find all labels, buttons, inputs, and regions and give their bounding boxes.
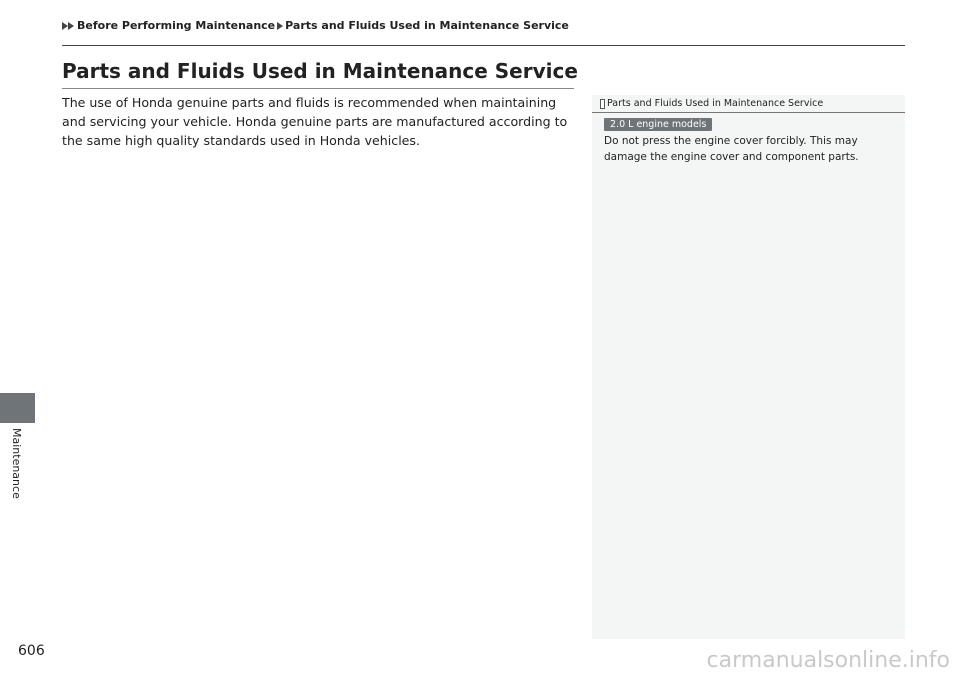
section-tab-label: Maintenance	[10, 428, 23, 499]
engine-model-badge: 2.0 L engine models	[604, 118, 712, 131]
breadcrumb-separator-icon	[277, 22, 283, 30]
note-sidebar	[592, 95, 905, 639]
note-heading-text: Parts and Fluids Used in Maintenance Service	[607, 98, 824, 109]
breadcrumb-arrows-icon	[62, 22, 74, 30]
note-text: Do not press the engine cover forcibly. This may damage the engine cover and component parts.	[604, 135, 859, 163]
page-number: 606	[18, 643, 45, 659]
note-heading	[600, 98, 823, 109]
note-divider	[592, 112, 905, 113]
breadcrumb	[62, 19, 569, 32]
page-title: Parts and Fluids Used in Maintenance Service	[62, 59, 578, 83]
header-divider	[62, 45, 905, 46]
watermark: carmanualsonline.info	[706, 648, 950, 673]
section-tab-marker	[0, 393, 35, 423]
breadcrumb-item-parts-fluids[interactable]: Parts and Fluids Used in Maintenance Service	[285, 19, 569, 32]
breadcrumb-item-before-maintenance[interactable]: Before Performing Maintenance	[77, 19, 276, 32]
title-divider	[62, 88, 574, 89]
body-text: The use of Honda genuine parts and fluids is recommended when maintaining and servicing your vehicle. Honda genuine parts are manufactured according to the same high quality standards used in Honda vehicles.	[62, 95, 568, 148]
note-reference-icon	[600, 99, 605, 109]
